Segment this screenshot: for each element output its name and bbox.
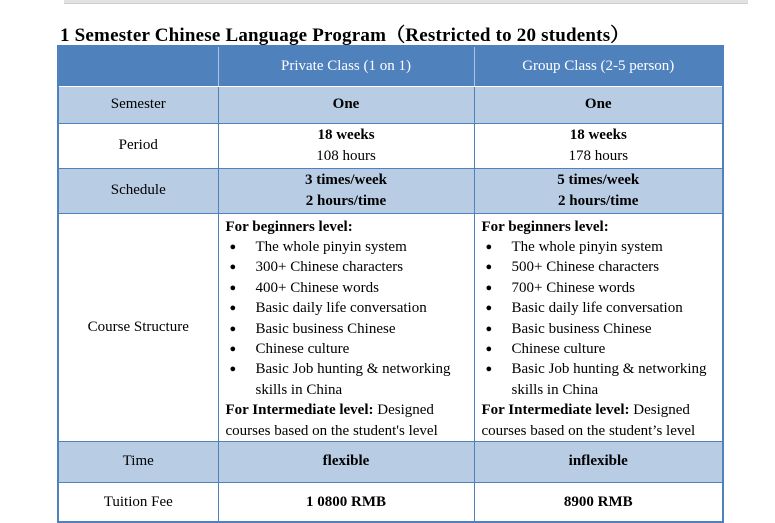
table-header-row [58,46,723,86]
semester-group-value: One [474,86,723,123]
program-comparison-table [57,45,724,523]
tuition-fee-label: Tuition Fee [58,482,218,522]
course-group-beginners-heading: For beginners level: [481,218,609,235]
bullet-icon: ● [229,281,237,294]
course-group-intermediate-text: Designed courses based on the student’s level [481,402,696,439]
bullet-icon: ● [229,240,237,253]
list-item: ● Basic Job hunting & networking skills in China [482,359,717,400]
header-private-class: Private Class (1 on 1) [218,46,474,86]
bullet-icon: ● [229,261,237,274]
semester-private-value: One [218,86,474,123]
bullet-icon: ● [485,322,493,335]
list-item: ● Basic daily life conversation [226,298,468,318]
course-structure-label: Course Structure [58,213,218,441]
table-row-tuition-fee [58,482,723,522]
table-row-semester [58,86,723,123]
page-top-edge-strip [64,0,748,4]
list-item: ● The whole pinyin system [482,237,717,257]
period-private-weeks: 18 weeks [317,126,375,143]
table-row-course-structure [58,213,723,441]
course-private-intermediate-heading: For Intermediate level: [225,402,374,419]
schedule-group-duration: 2 hours/time [558,192,639,209]
list-item: ● Basic Job hunting & networking skills in China [226,359,468,400]
schedule-label: Schedule [58,168,218,213]
tuition-group-value: 8900 RMB [474,482,723,522]
header-empty-cell [58,46,218,86]
bullet-icon: ● [229,322,237,335]
course-group-intermediate [482,400,717,441]
bullet-icon: ● [485,261,493,274]
bullet-icon: ● [485,342,493,355]
course-private-intermediate [226,400,468,441]
list-item: ● Basic business Chinese [482,319,717,339]
bullet-icon: ● [485,281,493,294]
table-row-time [58,441,723,482]
tuition-private-value: 1 0800 RMB [218,482,474,522]
period-group-weeks: 18 weeks [569,126,627,143]
table-row-schedule [58,168,723,213]
schedule-private-value [218,168,474,213]
course-structure-private [218,213,474,441]
course-private-intermediate-text: Designed courses based on the student's level [225,402,438,439]
course-group-bullet-list [482,237,717,400]
period-group-value [474,123,723,168]
course-private-beginners-heading: For beginners level: [225,218,353,235]
bullet-icon: ● [485,240,493,253]
time-group-value: inflexible [474,441,723,482]
semester-label: Semester [58,86,218,123]
course-private-bullet-list [226,237,468,400]
list-item: ● 300+ Chinese characters [226,257,468,277]
list-item: ● Chinese culture [226,339,468,359]
list-item: ● Basic business Chinese [226,319,468,339]
bullet-icon: ● [229,342,237,355]
list-item: ● Basic daily life conversation [482,298,717,318]
period-group-hours: 178 hours [568,147,629,164]
bullet-icon: ● [229,363,237,376]
table-row-period [58,123,723,168]
list-item: ● 500+ Chinese characters [482,257,717,277]
list-item: ● The whole pinyin system [226,237,468,257]
header-group-class: Group Class (2-5 person) [474,46,723,86]
list-item: ● Chinese culture [482,339,717,359]
period-label: Period [58,123,218,168]
bullet-icon: ● [485,302,493,315]
list-item: ● 700+ Chinese words [482,278,717,298]
schedule-group-value [474,168,723,213]
page-title: 1 Semester Chinese Language Program（Restricted to 20 students） [60,24,630,46]
schedule-private-duration: 2 hours/time [305,192,387,209]
period-private-value [218,123,474,168]
course-group-intermediate-heading: For Intermediate level: [481,402,630,419]
time-private-value: flexible [218,441,474,482]
course-structure-group [474,213,723,441]
time-label: Time [58,441,218,482]
bullet-icon: ● [229,302,237,315]
schedule-private-frequency: 3 times/week [304,171,388,188]
bullet-icon: ● [485,363,493,376]
period-private-hours: 108 hours [316,147,376,164]
schedule-group-frequency: 5 times/week [557,171,640,188]
list-item: ● 400+ Chinese words [226,278,468,298]
